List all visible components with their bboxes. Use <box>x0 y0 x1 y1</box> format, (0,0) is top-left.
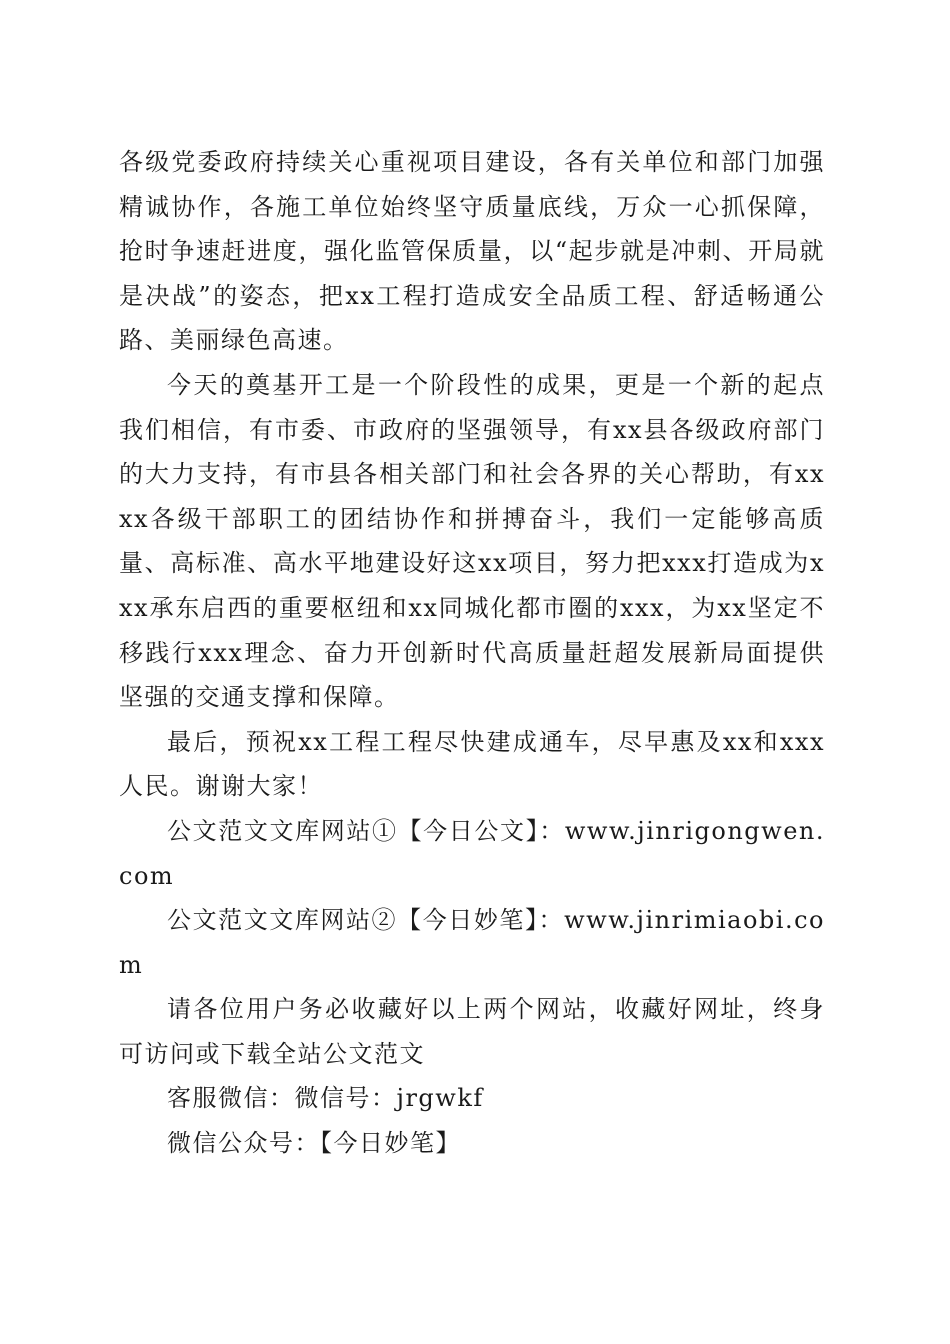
paragraph-website-2: 公文范文文库网站②【今日妙笔】：www.jinrimiaobi.com <box>119 906 825 979</box>
paragraph-groundbreaking: 今天的奠基开工是一个阶段性的成果，更是一个新的起点我们相信，有市委、市政府的坚强领导，有xx县各级政府部门的大力支持，有市县各相关部门和社会各界的关心帮助，有xxxx各级干部职工的团结协作和拼搏奋斗，我们一定能够高质量、高标准、高水平地建设好这xx项目，努力把xxx打造成为xxx承东启西的重要枢纽和xx同城化都市圈的xxx，为xx坚定不移践行xxx理念、奋力开创新时代高质量赶超发展新局面提供坚强的交通支撑和保障。 <box>119 370 825 712</box>
paragraph-closing-wishes: 最后，预祝xx工程工程尽快建成通车，尽早惠及xx和xxx人民。谢谢大家！ <box>119 727 825 801</box>
paragraph-bookmark-notice: 请各位用户务必收藏好以上两个网站，收藏好网址，终身可访问或下载全站公文范文 <box>119 995 825 1068</box>
paragraph-website-1: 公文范文文库网站①【今日公文】：www.jinrigongwen.com <box>119 816 825 890</box>
paragraph-wechat-official: 微信公众号：【今日妙笔】 <box>167 1129 461 1158</box>
document-body <box>119 140 825 1166</box>
paragraph-project-construction: 各级党委政府持续关心重视项目建设，各有关单位和部门加强精诚协作，各施工单位始终坚守质量底线，万众一心抓保障，抢时争速赶进度，强化监管保质量，以“起步就是冲刺、开局就是决战”的姿态，把xx工程打造成安全品质工程、舒适畅通公路、美丽绿色高速。 <box>119 148 825 355</box>
paragraph-wechat-service: 客服微信：微信号：jrgwkf <box>167 1084 484 1113</box>
